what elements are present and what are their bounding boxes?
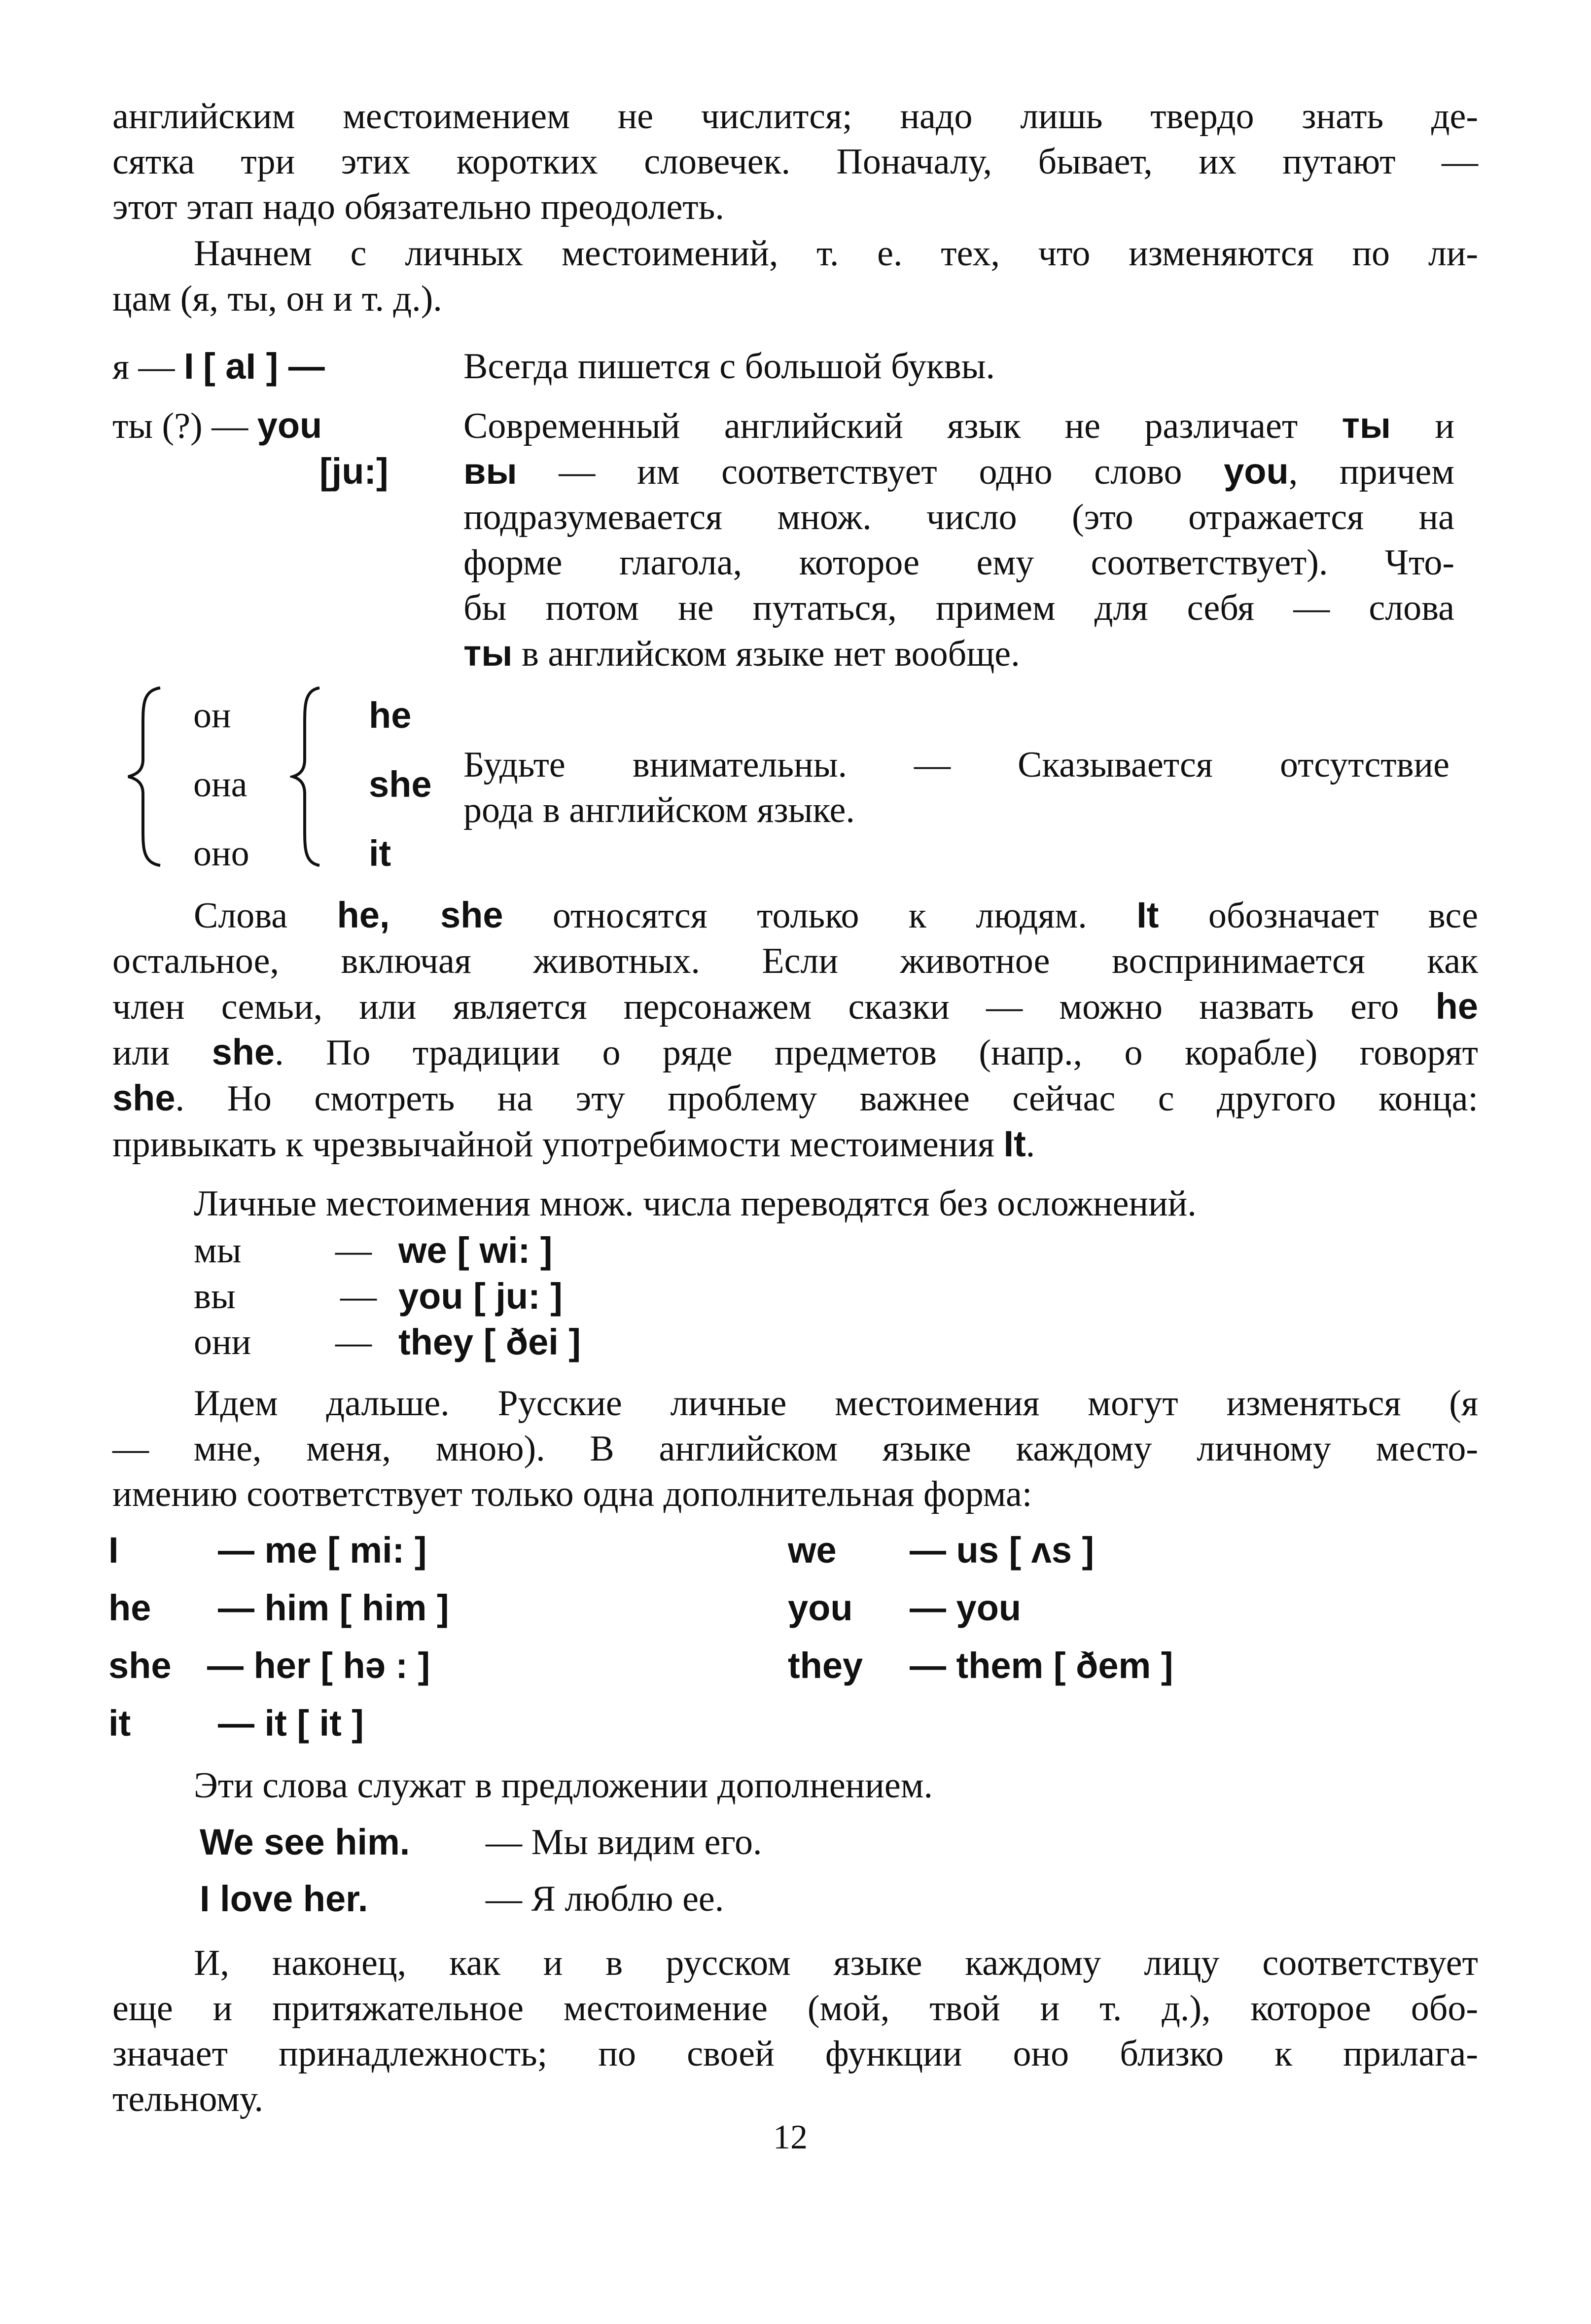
plural-ru-you: вы	[194, 1276, 236, 1317]
table-cell: — her [ hə : ]	[207, 1645, 430, 1686]
russian-pronoun: я —	[112, 347, 175, 387]
table-cell: — him [ him ]	[218, 1587, 449, 1628]
text-line: имению соответствует только одна дополнительная форма:	[112, 1474, 1032, 1514]
text-line: Будьте внимательны. — Сказывается отсутствие	[463, 745, 1450, 785]
transcription: [ aI ] —	[203, 346, 325, 387]
pronoun-en-it: it	[369, 833, 391, 874]
table-cell: — us [ ʌs ]	[910, 1530, 1095, 1571]
plural-dash: —	[335, 1230, 372, 1271]
plural-intro: Личные местоимения множ. числа переводятся без осложнений.	[194, 1183, 1197, 1224]
text-line: привыкать к чрезвычайной употребимости местоимения It.	[112, 1123, 1035, 1165]
table-cell: it	[108, 1703, 131, 1744]
text-line: Идем дальше. Русские личные местоимения могут изменяться (я	[194, 1383, 1478, 1424]
text-line: подразумевается множ. число (это отражается на	[463, 497, 1454, 537]
text-line: ты в английском языке нет вообще.	[463, 633, 1020, 674]
text-line: форме глагола, которое ему соответствует). Что-	[463, 542, 1454, 583]
text-line: или she. По традиции о ряде предметов (напр., о корабле) говорят	[112, 1032, 1478, 1073]
object-note: Эти слова служат в предложении дополнением.	[194, 1765, 933, 1806]
transcription: [ju:]	[319, 451, 389, 492]
text-line: Слова he, she относятся только к людям. It обозначает все	[194, 894, 1478, 936]
paragraph-continuation	[112, 94, 1478, 230]
pronoun-ru-he: он	[193, 695, 231, 736]
text-line: Начнем с личных местоимений, т. е. тех, что изменяются по ли-	[194, 233, 1478, 274]
pronoun-i-row	[112, 344, 325, 390]
paragraph-object-forms	[112, 1381, 1478, 1517]
pronoun-en-she: she	[369, 764, 432, 805]
text-line: еще и притяжательное местоимение (мой, твой и т. д.), которое обо-	[112, 1988, 1478, 2029]
third-person-note	[463, 742, 1450, 833]
text-line: член семьи, или является персонажем сказки — можно назвать его he	[112, 986, 1478, 1027]
pronoun-you-note	[463, 403, 1454, 677]
plural-en-they: they [ ðei ]	[398, 1322, 581, 1362]
text-line: she. Но смотреть на эту проблему важнее сейчас с другого конца:	[112, 1077, 1478, 1119]
pronoun-you-ru	[112, 403, 322, 449]
plural-ru-they: они	[194, 1322, 251, 1362]
text-line: бы потом не путаться, примем для себя — слова	[463, 588, 1454, 628]
text-line: английским местоимением не числится; надо лишь твердо знать де-	[112, 96, 1478, 137]
example-en: I love her.	[200, 1878, 368, 1919]
text-line: И, наконец, как и в русском языке каждому лицу соответствует	[194, 1943, 1478, 1983]
example-en: We see him.	[200, 1822, 410, 1862]
plural-dash: —	[335, 1322, 372, 1362]
table-cell: — it [ it ]	[218, 1703, 364, 1744]
table-cell: she	[108, 1645, 172, 1686]
table-cell: — them [ ðem ]	[910, 1645, 1173, 1686]
text-line: сятка три этих коротких словечек. Поначалу, бывает, их путают —	[112, 142, 1478, 182]
text-line: остальное, включая животных. Если животное воспринимается как	[112, 941, 1478, 981]
paragraph-possessive	[112, 1940, 1478, 2122]
plural-en-you: you [ ju: ]	[398, 1276, 563, 1317]
pronoun-ru-she: она	[193, 764, 247, 805]
plural-en-we: we [ wi: ]	[398, 1230, 553, 1271]
text-line: — мне, меня, мною). В английском языке каждому личному место-	[112, 1429, 1478, 1469]
russian-pronoun: ты (?) —	[112, 406, 248, 446]
english-pronoun: you	[257, 405, 322, 446]
example-ru: — Я люблю ее.	[486, 1879, 724, 1919]
text-line: Современный английский язык не различает ты и	[463, 405, 1454, 446]
table-cell: you	[788, 1587, 853, 1628]
page-number: 12	[773, 2118, 808, 2156]
middle-brace-icon	[290, 685, 324, 868]
text-line: вы — им соответствует одно слово you, причем	[463, 451, 1454, 492]
table-cell: — you	[910, 1587, 1022, 1628]
pronoun-i-note: Всегда пишется с большой буквы.	[463, 346, 995, 387]
paragraph-intro	[112, 231, 1478, 322]
table-cell: we	[788, 1530, 837, 1571]
text-line: рода в английском языке.	[463, 790, 855, 830]
left-brace-icon	[123, 685, 168, 868]
pronoun-en-he: he	[369, 695, 412, 736]
plural-ru-we: мы	[194, 1230, 242, 1271]
english-pronoun: I	[184, 346, 194, 387]
table-cell: — me [ mi: ]	[218, 1530, 427, 1571]
text-line: этот этап надо обязательно преодолеть.	[112, 187, 724, 227]
plural-dash: —	[340, 1276, 377, 1317]
text-line: значает принадлежность; по своей функции оно близко к прилага-	[112, 2034, 1478, 2074]
example-ru: — Мы видим его.	[486, 1822, 762, 1862]
pronoun-ru-it: оно	[193, 833, 249, 874]
table-cell: they	[788, 1645, 863, 1686]
text-line: цам (я, ты, он и т. д.).	[112, 279, 442, 319]
table-cell: he	[108, 1587, 151, 1628]
paragraph-he-she	[112, 893, 1478, 1167]
table-cell: I	[108, 1530, 119, 1571]
text-line: тельному.	[112, 2079, 263, 2119]
